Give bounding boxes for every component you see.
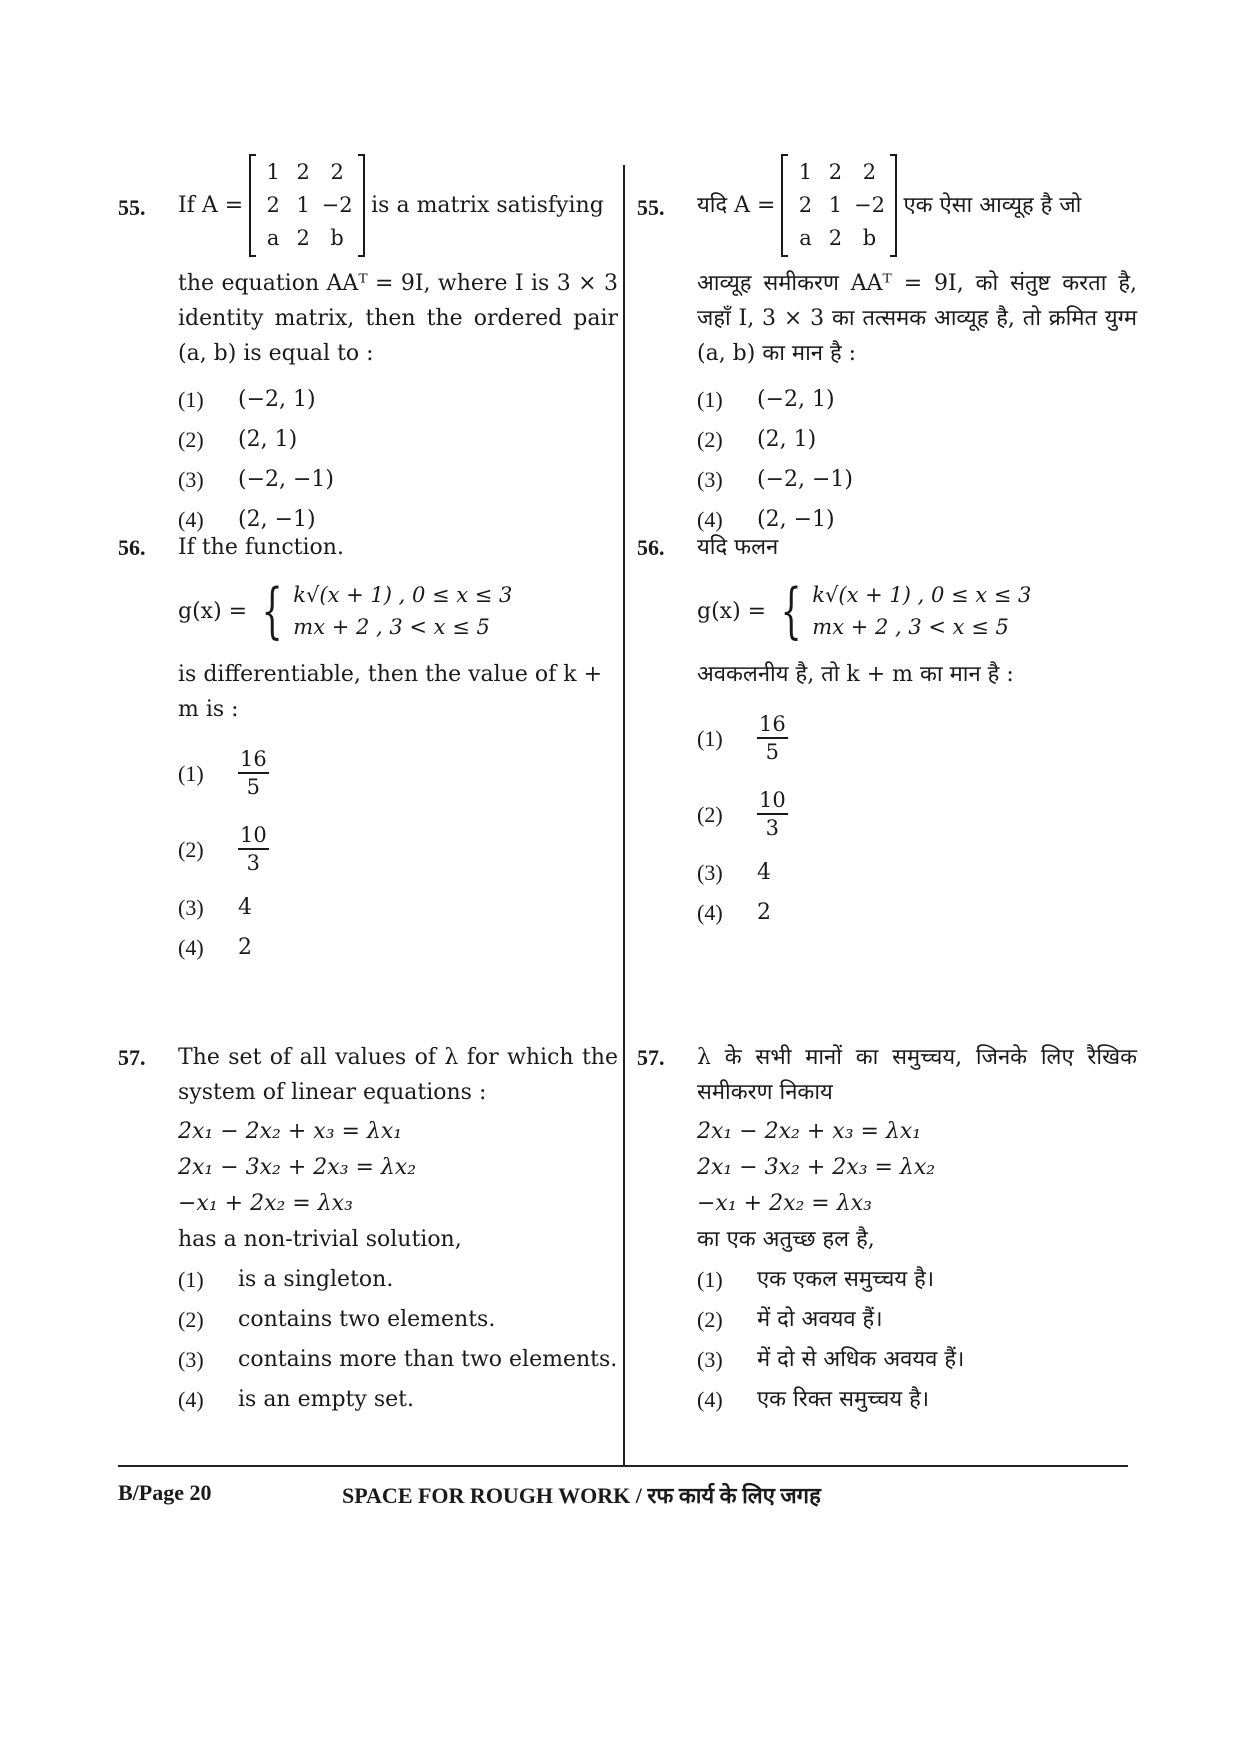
option-3[interactable]: (3) में दो से अधिक अवयव हैं।: [697, 1346, 965, 1372]
option-4[interactable]: (4) एक रिक्त समुच्चय है।: [697, 1386, 930, 1412]
option-4[interactable]: (4) is an empty set.: [178, 1386, 414, 1412]
question-tail: का एक अतुच्छ हल है,: [697, 1227, 875, 1252]
matrix-statement: [178, 150, 618, 260]
question-tail: is differentiable, then the value of k + m is :: [178, 662, 603, 722]
equation-2: 2x₁ − 3x₂ + 2x₃ = λx₂: [178, 1155, 417, 1180]
question-number: 57.: [118, 1045, 146, 1070]
options-list: [178, 735, 618, 967]
options-list: [697, 379, 1137, 539]
options-list: [178, 1259, 618, 1419]
equation-system: [178, 1114, 618, 1222]
question-tail: अवकलनीय है, तो k + m का मान है :: [697, 662, 1014, 687]
question-number: 55.: [637, 195, 665, 220]
option-2[interactable]: (2) $\frac{10}{3}$: [697, 788, 786, 840]
equation-1: 2x₁ − 2x₂ + x₃ = λx₁: [178, 1119, 403, 1144]
question-number: 57.: [637, 1045, 665, 1070]
statement-tail: is a matrix satisfying: [371, 192, 604, 218]
question-lead: यदि फलन: [697, 535, 779, 560]
matrix-a: 1 2 2 2 1 −2 a 2 b: [249, 154, 365, 257]
option-3[interactable]: (3) contains more than two elements.: [178, 1346, 618, 1372]
option-3[interactable]: (3) 4: [697, 859, 771, 885]
option-2[interactable]: (2) (2, 1): [697, 426, 817, 452]
equation-2: 2x₁ − 3x₂ + 2x₃ = λx₂: [697, 1155, 936, 1180]
rough-work-label: SPACE FOR ROUGH WORK / रफ कार्य के लिए जगह: [342, 1483, 821, 1508]
option-2[interactable]: (2) में दो अवयव हैं।: [697, 1306, 883, 1332]
question-lead: λ के सभी मानों का समुच्चय, जिनके लिए रैखिक समीकरण निकाय: [697, 1045, 1137, 1105]
case-1: k√(x + 1) , 0 ≤ x ≤ 3: [812, 583, 1032, 607]
option-3[interactable]: (3) 4: [178, 894, 252, 920]
question-number: 56.: [118, 535, 146, 560]
option-1[interactable]: (1) (−2, 1): [178, 386, 316, 412]
column-divider: [623, 165, 625, 1465]
piecewise-function: g(x) = { k√(x + 1) , 0 ≤ x ≤ 3 mx + 2 , 3 < x ≤ 5: [697, 576, 1032, 646]
option-2[interactable]: (2) (2, 1): [178, 426, 298, 452]
question-number: 56.: [637, 535, 665, 560]
matrix-statement: [697, 150, 1137, 260]
equation-1: 2x₁ − 2x₂ + x₃ = λx₁: [697, 1119, 922, 1144]
option-1[interactable]: (1) $\frac{16}{5}$: [178, 747, 267, 799]
case-1: k√(x + 1) , 0 ≤ x ≤ 3: [293, 583, 513, 607]
option-2[interactable]: (2) contains two elements.: [178, 1306, 496, 1332]
matrix-a: 1 2 2 2 1 −2 a 2 b: [781, 154, 897, 257]
question-tail: has a non-trivial solution,: [178, 1227, 462, 1252]
piecewise-function: g(x) = { k√(x + 1) , 0 ≤ x ≤ 3 mx + 2 , 3 < x ≤ 5: [178, 576, 513, 646]
options-list: [178, 379, 618, 539]
question-lead: The set of all values of λ for which the system of linear equations :: [178, 1045, 618, 1105]
case-2: mx + 2 , 3 < x ≤ 5: [293, 615, 490, 639]
option-1[interactable]: (1) is a singleton.: [178, 1266, 394, 1292]
option-1[interactable]: (1) एक एकल समुच्चय है।: [697, 1266, 935, 1292]
option-3[interactable]: (3) (−2, −1): [178, 466, 335, 492]
option-4[interactable]: (4) 2: [697, 899, 771, 925]
footer-rule: [118, 1465, 1128, 1467]
case-2: mx + 2 , 3 < x ≤ 5: [812, 615, 1009, 639]
options-list: [697, 1259, 1137, 1419]
options-list: [697, 700, 1137, 932]
equation-3: −x₁ + 2x₂ = λx₃: [697, 1191, 872, 1216]
question-lead: If the function.: [178, 535, 344, 560]
option-4[interactable]: (4) 2: [178, 934, 252, 960]
option-4[interactable]: (4) (2, −1): [697, 506, 835, 532]
question-text: आव्यूह समीकरण AAᵀ = 9I, को संतुष्ट करता है, जहाँ I, 3 × 3 का तत्समक आव्यूह है, तो क्रमित युग्म (a, b) का मान है :: [697, 271, 1137, 366]
statement-lead: यदि A =: [697, 192, 776, 218]
equation-system: [697, 1114, 1137, 1222]
option-1[interactable]: (1) (−2, 1): [697, 386, 835, 412]
statement-tail: एक ऐसा आव्यूह है जो: [903, 192, 1082, 218]
option-1[interactable]: (1) $\frac{16}{5}$: [697, 712, 786, 764]
question-text: the equation AAᵀ = 9I, where I is 3 × 3 identity matrix, then the ordered pair (a, b) is equal to :: [178, 271, 618, 366]
equation-3: −x₁ + 2x₂ = λx₃: [178, 1191, 353, 1216]
option-3[interactable]: (3) (−2, −1): [697, 466, 854, 492]
page-number: B/Page 20: [118, 1480, 212, 1505]
option-2[interactable]: (2) $\frac{10}{3}$: [178, 823, 267, 875]
option-4[interactable]: (4) (2, −1): [178, 506, 316, 532]
statement-lead: If A =: [178, 192, 244, 218]
question-number: 55.: [118, 195, 146, 220]
